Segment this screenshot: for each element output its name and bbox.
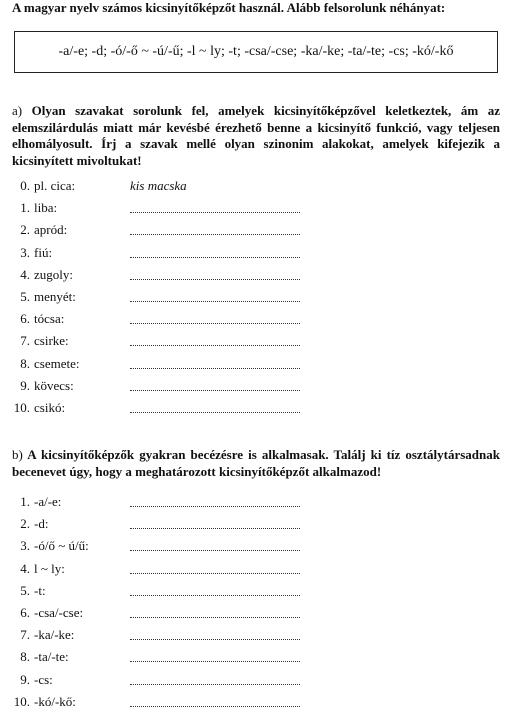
item-number: 6.	[20, 605, 30, 620]
item-number: 5.	[20, 582, 30, 598]
item-label: apród:	[34, 222, 68, 238]
item-number: 9.	[20, 671, 30, 687]
answer-blank-line[interactable]	[130, 528, 300, 529]
item-label: l ~ ly:	[34, 560, 65, 576]
item-label: -csa/-cse:	[34, 605, 84, 620]
answer-blank-line[interactable]	[130, 550, 300, 551]
task-b-instructions	[12, 447, 500, 480]
item-label: tócsa:	[34, 311, 65, 327]
answer-blank-line[interactable]	[130, 345, 300, 346]
answer-blank-line[interactable]	[130, 506, 300, 507]
task-b-prefix: b)	[12, 447, 23, 462]
answer-blank-line[interactable]	[130, 617, 300, 618]
item-number: 2.	[20, 222, 30, 238]
answer-blank-line[interactable]	[130, 390, 300, 391]
answer-blank-line[interactable]	[130, 257, 300, 258]
item-number: 6.	[20, 311, 30, 327]
item-number: 4.	[20, 560, 30, 576]
task-a-text: Olyan szavakat sorolunk fel, amelyek kicsinyítőképzővel keletkeztek, ám az elemszilárdulás miatt már kevésbé érezhető benne a kicsinyítő funkció, vagy teljesen elhomályosult. Írj a szavak mellé olyan szinonim alakokat, amelyek kifejezik a kicsinyített mivoltukat!	[12, 103, 501, 168]
task-a-prefix: a)	[12, 103, 23, 118]
item-number: 4.	[20, 266, 30, 282]
item-number: 8.	[20, 649, 30, 665]
item-label: -kó/-kő:	[34, 693, 76, 709]
item-label: -t:	[34, 582, 46, 598]
suffix-list: -a/-e; -d; -ó/-ő ~ -ú/-ű; -l ~ ly; -t; -csa/-cse; -ka/-ke; -ta/-te; -cs; -kó/-kő	[58, 44, 454, 59]
item-label: -ta/-te:	[34, 649, 69, 665]
item-number: 10.	[13, 400, 30, 415]
item-number: 7.	[20, 333, 30, 349]
suffix-list-box	[14, 31, 498, 73]
answer-blank-line[interactable]	[130, 595, 300, 596]
item-number: 5.	[20, 289, 30, 304]
answer-blank-line[interactable]	[130, 368, 300, 369]
answer-blank-line[interactable]	[130, 706, 300, 707]
example-answer: kis macska	[130, 178, 187, 193]
answer-blank-line[interactable]	[130, 301, 300, 302]
item-label: zugoly:	[34, 266, 73, 282]
item-label: fiú:	[34, 244, 53, 260]
item-number: 3.	[20, 244, 30, 260]
item-label: csikó:	[34, 400, 66, 415]
item-label: csemete:	[34, 355, 80, 371]
item-label: liba:	[34, 200, 58, 216]
item-label: -ka/-ke:	[34, 627, 75, 643]
item-number: 3.	[20, 538, 30, 554]
item-number: 1.	[20, 200, 30, 216]
item-label: -ó/ő ~ ú/ű:	[34, 538, 89, 554]
item-label: menyét:	[34, 289, 76, 304]
answer-blank-line[interactable]	[130, 279, 300, 280]
task-b-text: A kicsinyítőképzők gyakran becézésre is alkalmasak. Találj ki tíz osztálytársadnak becenevet úgy, hogy a meghatározott kicsinyítőképzőt alkalmazod!	[12, 447, 500, 479]
task-a-instructions	[12, 103, 500, 169]
item-label: kövecs:	[34, 377, 74, 393]
answer-blank-line[interactable]	[130, 639, 300, 640]
answer-blank-line[interactable]	[130, 684, 300, 685]
item-number: 2.	[20, 516, 30, 532]
item-number: 1.	[20, 494, 30, 509]
answer-blank-line[interactable]	[130, 212, 300, 213]
answer-blank-line[interactable]	[130, 573, 300, 574]
item-number: 9.	[20, 377, 30, 393]
answer-blank-line[interactable]	[130, 412, 300, 413]
item-label: csirke:	[34, 333, 69, 349]
answer-blank-line[interactable]	[130, 661, 300, 662]
item-number: 8.	[20, 355, 30, 371]
item-number: 10.	[13, 693, 30, 709]
item-number: 7.	[20, 627, 30, 643]
item-label: pl. cica:	[34, 178, 76, 193]
item-label: -d:	[34, 516, 49, 532]
answer-blank-line[interactable]	[130, 323, 300, 324]
item-number: 0.	[20, 178, 30, 193]
item-label: -a/-e:	[34, 494, 62, 509]
answer-blank-line[interactable]	[130, 234, 300, 235]
intro-text: A magyar nyelv számos kicsinyítőképzőt használ. Alább felsorolunk néhányat:	[12, 0, 446, 15]
item-label: -cs:	[34, 671, 53, 687]
